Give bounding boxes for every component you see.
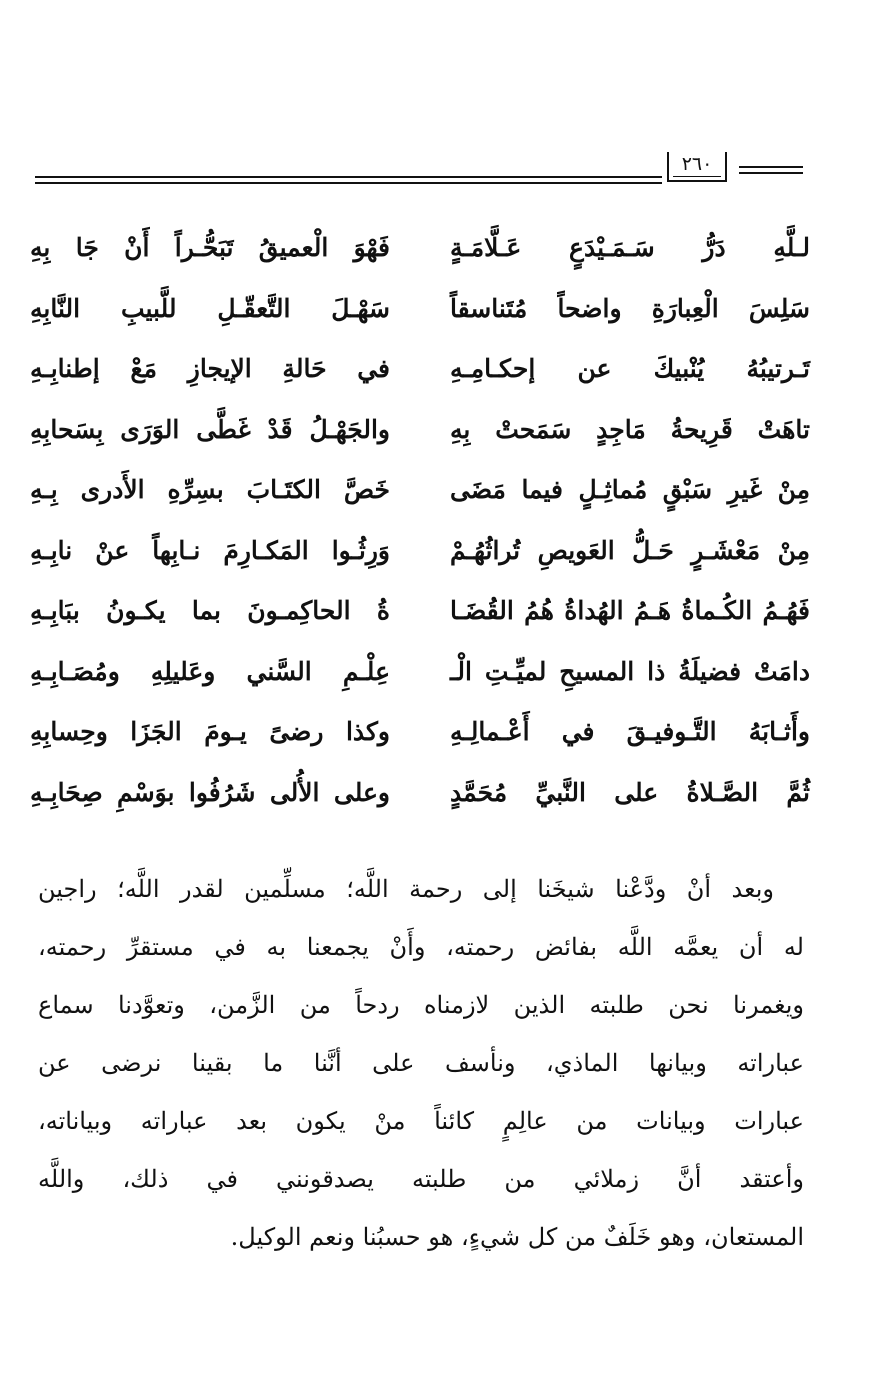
verse-first-hemistich: ثُمَّ الصَّـلاةُ على النَّبيِّ مُحَمَّدٍ bbox=[450, 777, 810, 807]
verse-second-hemistich: وكذا رضىً يـومَ الجَزَا وحِسابِهِ bbox=[30, 717, 390, 747]
verse-first-hemistich: سَلِسَ الْعِبارَةِ واضحاً مُتَناسقاً bbox=[450, 293, 810, 323]
verse-first-hemistich: لـلَّهِ دَرُّ سَـمَـيْدَعٍ عَـلَّامَـةٍ bbox=[450, 233, 810, 263]
header-rule-right bbox=[739, 166, 803, 168]
verse-first-hemistich: تَـرتيبُهُ يُنْبيكَ عن إحكـامِـهِ bbox=[450, 354, 810, 384]
poem-verse bbox=[30, 279, 810, 340]
header-rule-left-double bbox=[35, 182, 662, 184]
verse-first-hemistich: دامَتْ فضيلَةُ ذا المسيحِ لميِّـتِ الْـ bbox=[450, 656, 810, 686]
verse-first-hemistich: وأَثـابَهُ التَّـوفيـقَ في أَعْـمالِـهِ bbox=[450, 717, 810, 747]
poem bbox=[30, 218, 810, 823]
prose-paragraph bbox=[38, 860, 804, 1266]
poem-verse bbox=[30, 339, 810, 400]
prose-line: المستعان، وهو خَلَفٌ من كل شيءٍ، هو حسبُنا ونعم الوكيل. bbox=[230, 1223, 804, 1251]
verse-second-hemistich: ةُ الحاكِمـونَ بما يكـونُ ببَابِـهِ bbox=[30, 596, 390, 626]
prose-line: عباراته وبيانها الماذي، ونأسف على أنَّنا ما بقينا نرضى عن bbox=[38, 1049, 804, 1077]
prose-line: ويغمرنا نحن طلبته الذين لازمناه ردحاً من الزَّمن، وتعوَّدنا سماع bbox=[38, 991, 804, 1019]
page-number-box bbox=[667, 152, 727, 182]
verse-second-hemistich: في حَالةِ الإيجازِ مَعْ إطنابِـهِ bbox=[30, 354, 390, 384]
verse-second-hemistich: وَرِثُـوا المَكـارِمَ نـابِهاً عنْ نابِـهِ bbox=[30, 535, 390, 565]
poem-verse bbox=[30, 581, 810, 642]
poem-verse bbox=[30, 400, 810, 461]
header-rule-right-double bbox=[739, 172, 803, 174]
page-header bbox=[35, 152, 803, 192]
prose-line: له أن يعمَّه اللَّه بفائض رحمته، وأَنْ يجمعنا به في مستقرِّ رحمته، bbox=[38, 933, 804, 961]
verse-second-hemistich: فَهْوَ الْعميقُ تَبَحُّـراً أَنْ جَا بِهِ bbox=[30, 233, 390, 263]
poem-verse bbox=[30, 642, 810, 703]
poem-verse bbox=[30, 702, 810, 763]
verse-second-hemistich: والجَهْـلُ قَدْ غَطَّى الوَرَى بِسَحابِهِ bbox=[30, 414, 390, 444]
poem-verse bbox=[30, 460, 810, 521]
verse-first-hemistich: مِنْ غَيرِ سَبْقٍ مُماثِـلٍ فيما مَضَى bbox=[450, 475, 810, 505]
verse-first-hemistich: تاهَتْ قَرِيحةُ مَاجِدٍ سَمَحتْ بِهِ bbox=[450, 414, 810, 444]
poem-verse bbox=[30, 763, 810, 824]
verse-second-hemistich: عِلْـمِ السَّني وعَليلِهِ ومُصَـابِـهِ bbox=[30, 656, 390, 686]
poem-verse bbox=[30, 218, 810, 279]
prose-line: وبعد أنْ ودَّعْنا شيخَنا إلى رحمة اللَّه؛ مسلِّمين لقدر اللَّه؛ راجين bbox=[38, 875, 774, 903]
verse-second-hemistich: وعلى الأُلى شَرُفُوا بوَسْمِ صِحَابِـهِ bbox=[30, 777, 390, 807]
verse-second-hemistich: سَهْـلَ التَّعقّـلِ للَّبيبِ النَّابِهِ bbox=[30, 293, 390, 323]
prose-line: عبارات وبيانات من عالِمٍ كائناً منْ يكون بعد عباراته وبياناته، bbox=[38, 1107, 804, 1135]
prose-line: وأعتقد أنَّ زملائي من طلبته يصدقونني في ذلك، واللَّه bbox=[38, 1165, 804, 1193]
verse-first-hemistich: مِنْ مَعْشَـرٍ حَـلُّ العَويصِ تُراثُهُـمْ bbox=[450, 535, 810, 565]
page-number: ٢٦٠ bbox=[681, 153, 713, 175]
header-rule-left bbox=[35, 176, 662, 178]
verse-second-hemistich: خَصَّ الكتَـابَ بسِرِّهِ الأَدرى بِـهِ bbox=[30, 475, 390, 505]
poem-verse bbox=[30, 521, 810, 582]
verse-first-hemistich: فَهُـمُ الكُـماةُ هَـمُ الهُداةُ هُمُ القُضَـا bbox=[450, 596, 810, 626]
